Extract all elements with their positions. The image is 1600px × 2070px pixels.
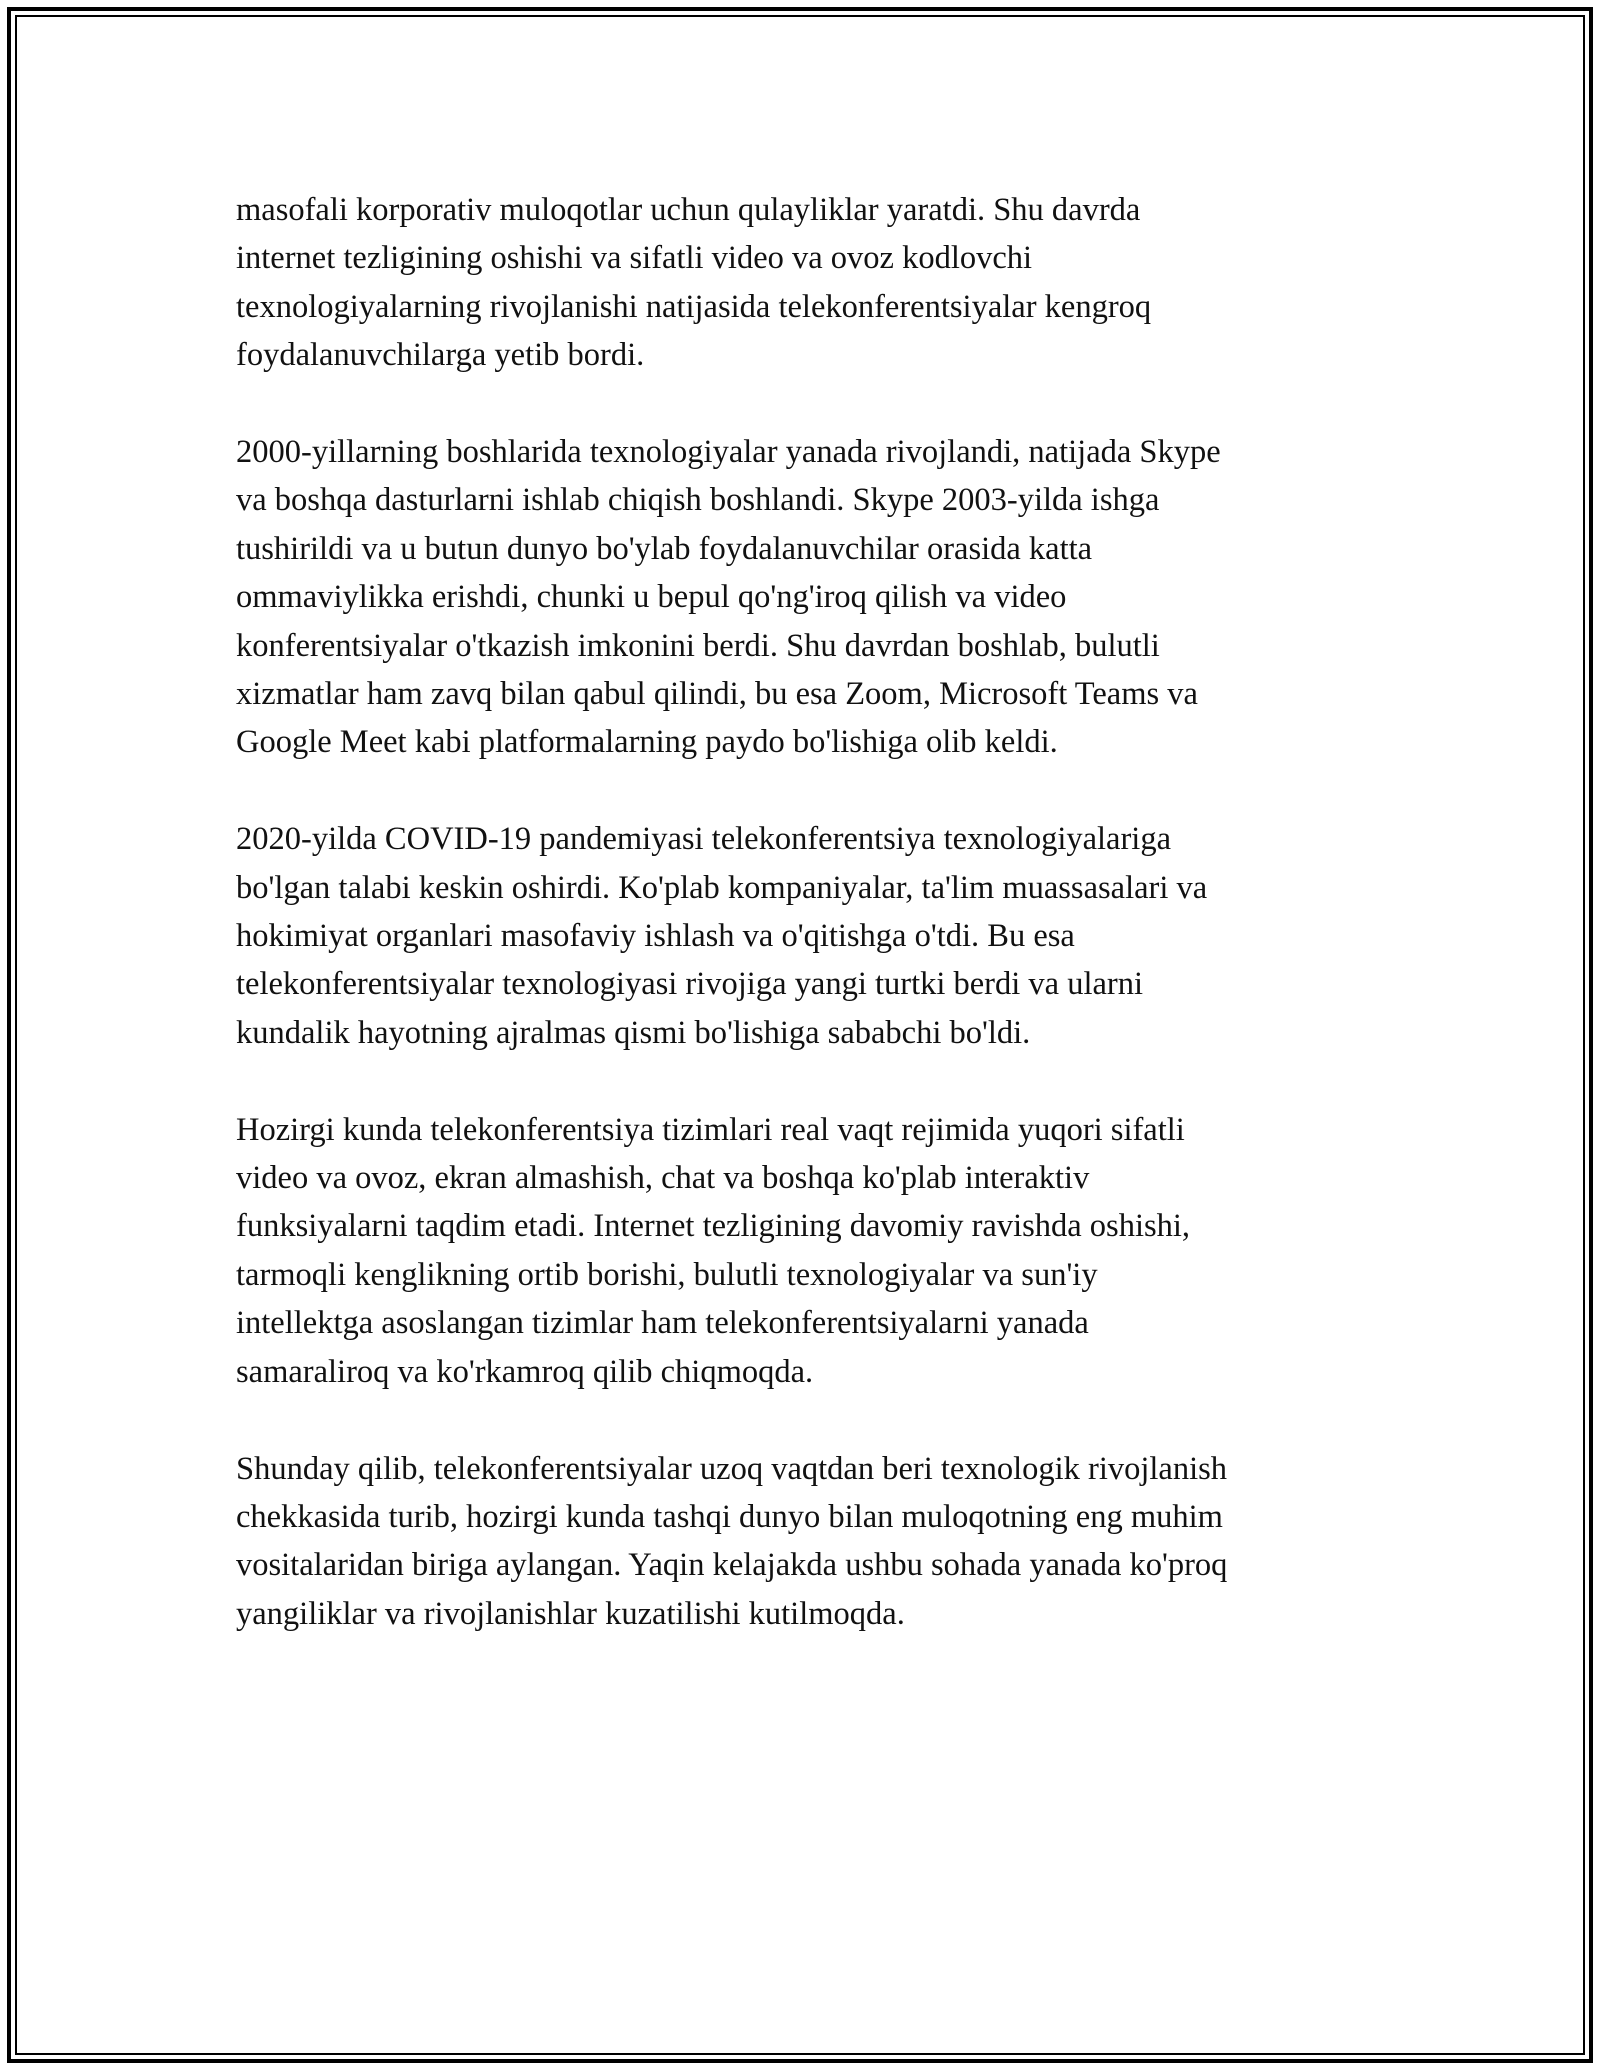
- text-line: 2000-yillarning boshlarida texnologiyalar yanada rivojlandi, natijada Skype: [236, 434, 1221, 471]
- text-line: funksiyalarni taqdim etadi. Internet tezligining davomiy ravishda oshishi,: [236, 1208, 1191, 1245]
- paragraph-3: [236, 815, 1386, 1057]
- text-line: foydalanuvchilarga yetib bordi.: [236, 337, 645, 374]
- text-line: ommaviylikka erishdi, chunki u bepul qo'ng'iroq qilish va video: [236, 579, 1067, 616]
- paragraph-1: [236, 186, 1386, 380]
- text-line: tarmoqli kenglikning ortib borishi, bulutli texnologiyalar va sun'iy: [236, 1256, 1098, 1293]
- paragraph-5: [236, 1445, 1386, 1639]
- paragraph-2: [236, 428, 1386, 767]
- text-line: Google Meet kabi platformalarning paydo bo'lishiga olib keldi.: [236, 724, 1058, 761]
- text-line: texnologiyalarning rivojlanishi natijasida telekonferentsiyalar kengroq: [236, 288, 1152, 325]
- text-line: konferentsiyalar o'tkazish imkonini berdi. Shu davrdan boshlab, bulutli: [236, 627, 1160, 664]
- text-line: samaraliroq va ko'rkamroq qilib chiqmoqda.: [236, 1353, 814, 1390]
- text-line: internet tezligining oshishi va sifatli video va ovoz kodlovchi: [236, 240, 1033, 277]
- text-line: Shunday qilib, telekonferentsiyalar uzoq vaqtdan beri texnologik rivojlanish: [236, 1450, 1228, 1487]
- text-line: 2020-yilda COVID-19 pandemiyasi telekonferentsiya texnologiyalariga: [236, 821, 1172, 858]
- text-line: video va ovoz, ekran almashish, chat va boshqa ko'plab interaktiv: [236, 1160, 1090, 1197]
- text-line: xizmatlar ham zavq bilan qabul qilindi, bu esa Zoom, Microsoft Teams va: [236, 676, 1198, 713]
- paragraph-4: [236, 1106, 1386, 1396]
- text-line: bo'lgan talabi keskin oshirdi. Ko'plab kompaniyalar, ta'lim muassasalari va: [236, 869, 1208, 906]
- document-body: [236, 186, 1386, 1687]
- text-line: Hozirgi kunda telekonferentsiya tizimlari real vaqt rejimida yuqori sifatli: [236, 1111, 1185, 1148]
- text-line: yangiliklar va rivojlanishlar kuzatilishi kutilmoqda.: [236, 1595, 905, 1632]
- text-line: vositalaridan biriga aylangan. Yaqin kelajakda ushbu sohada yanada ko'proq: [236, 1547, 1228, 1584]
- text-line: chekkasida turib, hozirgi kunda tashqi dunyo bilan muloqotning eng muhim: [236, 1498, 1223, 1535]
- text-line: intellektga asoslangan tizimlar ham telekonferentsiyalarni yanada: [236, 1305, 1089, 1342]
- text-line: masofali korporativ muloqotlar uchun qulayliklar yaratdi. Shu davrda: [236, 192, 1141, 228]
- text-line: va boshqa dasturlarni ishlab chiqish boshlandi. Skype 2003-yilda ishga: [236, 482, 1160, 519]
- text-line: tushirildi va u butun dunyo bo'ylab foydalanuvchilar orasida katta: [236, 530, 1093, 567]
- text-line: telekonferentsiyalar texnologiyasi rivojiga yangi turtki berdi va ularni: [236, 966, 1144, 1003]
- text-line: hokimiyat organlari masofaviy ishlash va o'qitishga o'tdi. Bu esa: [236, 918, 1075, 955]
- text-line: kundalik hayotning ajralmas qismi bo'lishiga sababchi bo'ldi.: [236, 1014, 1031, 1051]
